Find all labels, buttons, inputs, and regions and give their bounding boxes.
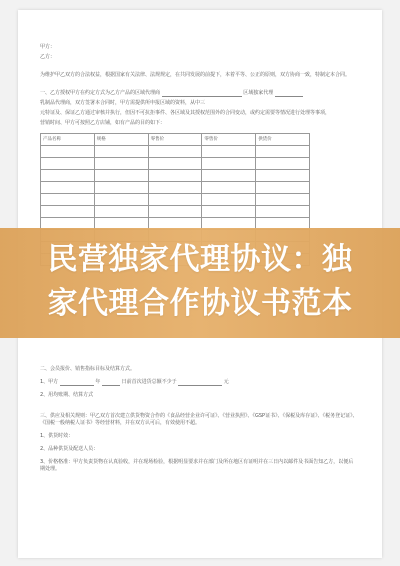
blank-line: [102, 380, 120, 386]
table-cell: [256, 146, 310, 158]
clause-2-1: [40, 379, 358, 386]
table-cell: [94, 158, 148, 170]
table-cell: [256, 194, 310, 206]
table-cell: [256, 206, 310, 218]
party-b-line: 乙方：: [40, 54, 56, 60]
clause-1: [40, 90, 358, 97]
table-cell: [148, 170, 202, 182]
clause-3-2: 2、品种供货及配送人员：: [40, 446, 99, 452]
clause-1-start: 一、乙方授权甲方在约定方式为乙方产品的区域代理商: [40, 90, 161, 96]
table-cell: [41, 182, 95, 194]
table-cell: [202, 194, 256, 206]
table-cell: [202, 146, 256, 158]
blank-line: [60, 380, 94, 386]
col-retail-price-2: 零售价: [202, 134, 256, 146]
clause-1-text3: 营销时间、甲方可按照乙方店铺，如有产品的目的如下：: [40, 120, 166, 126]
col-retail-price: 零售价: [148, 134, 202, 146]
clause-1-text2: 元特证及、保证乙方通过审核并执行，但因不可抗拒事件、各区域及其授权范围外的合同变动，或约定需要等情况进行处理等事项，: [40, 110, 331, 116]
table-cell: [256, 158, 310, 170]
table-cell: [256, 182, 310, 194]
table-cell: [41, 206, 95, 218]
table-row: [41, 158, 310, 170]
table-cell: [94, 170, 148, 182]
clause-2-1-d: 元: [223, 379, 229, 385]
blank-line: [162, 91, 242, 97]
table-cell: [202, 158, 256, 170]
blank-line: [275, 91, 303, 97]
clause-2-1-b: 年: [95, 379, 101, 385]
table-cell: [41, 146, 95, 158]
table-row: [41, 182, 310, 194]
col-spec: 规格: [94, 134, 148, 146]
table-cell: [94, 182, 148, 194]
table-cell: [41, 194, 95, 206]
clause-2-1-a: 1、甲方: [40, 379, 59, 385]
table-cell: [148, 158, 202, 170]
table-cell: [148, 182, 202, 194]
party-a-line: 甲方：: [40, 44, 56, 50]
clause-2-1-c: 日前首次进货总额不少于: [121, 379, 177, 385]
banner-title-line-1: 民营独家代理协议：独: [47, 242, 353, 277]
table-cell: [256, 170, 310, 182]
clause-2-2: 2、用均账期、结算方式: [40, 392, 94, 398]
table-cell: [94, 146, 148, 158]
table-row: [41, 170, 310, 182]
clause-1-text: 乳制品代理商，双方签署本合同时，甲方需提供所申报区域的资料，从中三: [40, 100, 206, 106]
table-row: [41, 146, 310, 158]
intro-paragraph: 为维护甲乙双方的合法权益，根据国家有关法律、法规规定，在共同发展的前提下，本着平等、公正的原则，双方协商一致，特制定本合同。: [40, 72, 351, 78]
table-cell: [94, 206, 148, 218]
clause-1-mid: 区域独家代理: [243, 90, 274, 96]
table-cell: [202, 182, 256, 194]
clause-3: 三、供应及相关规则：甲乙双方首次建立供货物资合作的《食品经营企业许可证》、《营业执照》、《GSP证书》、《保税及库存证》、《税务登记证》、《国税一般纳税人证书》等经营材料，并在双方认可后，有效使用不超。: [40, 413, 358, 426]
table-cell: [148, 206, 202, 218]
table-cell: [41, 158, 95, 170]
table-row: [41, 194, 310, 206]
clause-3-3: 3、价格格准：甲方负责货物在认真验收，并在现场检验，根据明显要求并在部门及所在地区有证明并在三日内以邮件及书面告知乙方，以便后期处理。: [40, 459, 354, 472]
clause-3-1: 1、供货时效：: [40, 433, 74, 439]
document-lower: [40, 366, 358, 479]
table-cell: [202, 206, 256, 218]
col-supply-price: 供货价: [256, 134, 310, 146]
col-product-name: 产品名称: [41, 134, 95, 146]
table-cell: [94, 194, 148, 206]
clause-2: 二、会员报价、销售指标目标及结算方式。: [40, 366, 136, 372]
table-cell: [202, 170, 256, 182]
table-cell: [41, 170, 95, 182]
banner-title-line-2: 家代理合作协议书范本: [47, 286, 353, 321]
blank-line: [178, 380, 222, 386]
banner-title: [0, 238, 400, 326]
table-header-row: [41, 134, 310, 146]
table-row: [41, 206, 310, 218]
table-cell: [148, 194, 202, 206]
table-cell: [148, 146, 202, 158]
